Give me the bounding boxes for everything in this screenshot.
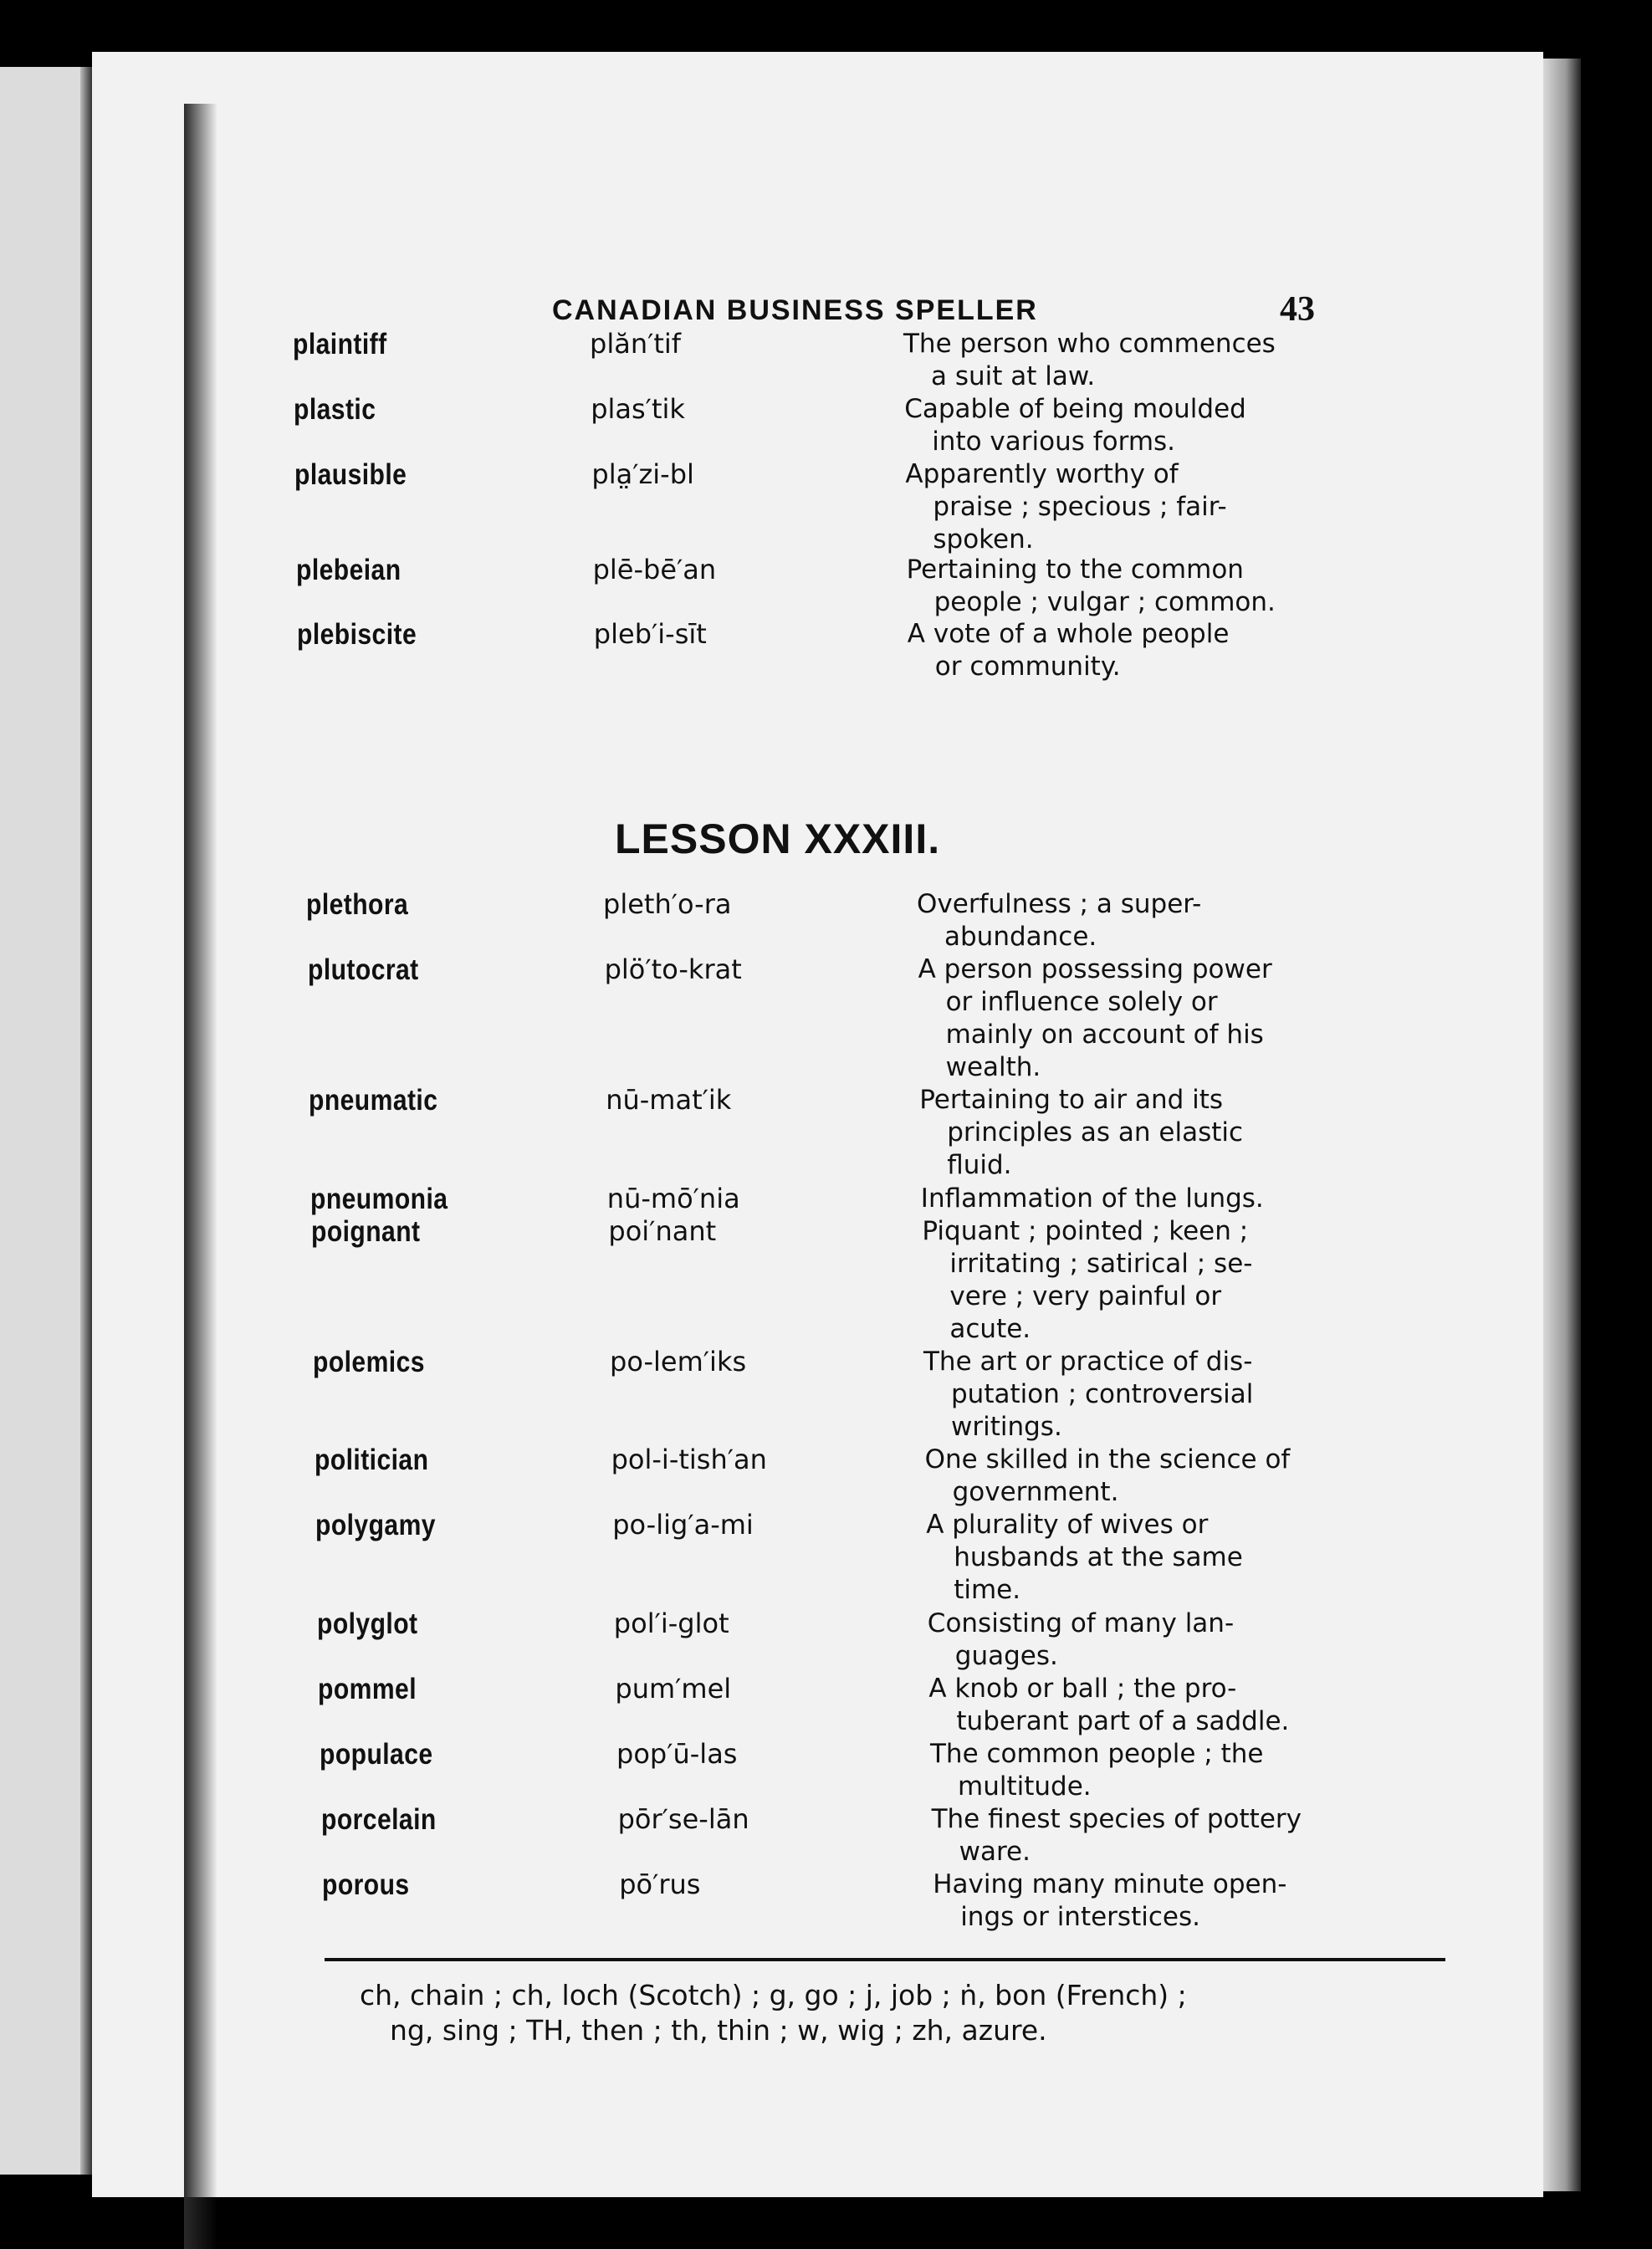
definition-line: principles as an elastic	[947, 1117, 1244, 1148]
definition-line: people ; vulgar ; common.	[933, 587, 1276, 617]
definition-line: Having many minute open-	[933, 1869, 1287, 1899]
page-number: 43	[1280, 290, 1315, 329]
definition-line: guages.	[954, 1641, 1058, 1671]
definition-line: or community.	[934, 652, 1121, 682]
definition-line: ware.	[959, 1837, 1031, 1867]
entry-definition	[904, 393, 1322, 458]
entry-pronunciation: plăn′tif	[590, 328, 682, 360]
entry-pronunciation: pōr′se-lān	[617, 1803, 749, 1835]
entry-pronunciation: poi′nant	[608, 1215, 717, 1247]
definition-line: Piquant ; pointed ; keen ;	[922, 1216, 1249, 1246]
entry-definition	[922, 1215, 1340, 1346]
spine-shadow	[184, 104, 217, 2249]
entry-word: plastic	[294, 393, 376, 426]
entry-pronunciation: pleb′i-sīt	[593, 618, 707, 650]
entry-definition	[907, 554, 1325, 619]
entry-word: plebeian	[295, 554, 401, 586]
entry-pronunciation: po-lig′a-mi	[612, 1509, 754, 1541]
definition-line: government.	[952, 1477, 1119, 1507]
entry-definition	[930, 1738, 1348, 1803]
pronunciation-key-line-2: ng, sing ; TH, then ; th, thin ; w, wig ; zh, azure.	[390, 2014, 1047, 2047]
definition-line: Inflammation of the lungs.	[920, 1183, 1264, 1214]
entry-pronunciation: plas′tik	[591, 393, 685, 425]
entry-pronunciation: pō′rus	[619, 1868, 701, 1900]
entry-word: pneumonia	[309, 1183, 448, 1215]
entry-word: plausible	[294, 458, 407, 491]
definition-line: A plurality of wives or	[926, 1510, 1209, 1540]
definition-line: writings.	[951, 1412, 1062, 1442]
entry-definition	[928, 1608, 1346, 1673]
entry-word: politician	[314, 1444, 429, 1476]
entry-pronunciation: nū-mat′ik	[606, 1084, 732, 1116]
entry-word: polemics	[313, 1346, 425, 1378]
entry-word: poignant	[311, 1215, 421, 1248]
definition-line: a suit at law.	[931, 361, 1096, 391]
entry-definition	[933, 1868, 1351, 1934]
definition-line: tuberant part of a saddle.	[956, 1706, 1290, 1736]
entry-definition	[925, 1444, 1343, 1509]
definition-line: time.	[954, 1575, 1021, 1605]
entry-definition	[928, 1673, 1347, 1738]
definition-line: The person who commences	[903, 329, 1276, 359]
entry-word: plutocrat	[307, 953, 419, 986]
definition-line: praise ; specious ; fair-	[933, 492, 1227, 522]
definition-line: Consisting of many lan-	[927, 1608, 1235, 1638]
entry-definition	[926, 1509, 1344, 1607]
entry-definition	[903, 328, 1322, 393]
definition-line: Pertaining to the common	[906, 555, 1244, 585]
entry-definition	[932, 1803, 1350, 1868]
page-stack-edge	[1543, 59, 1581, 2191]
book-page	[92, 52, 1543, 2197]
entry-word: porous	[322, 1868, 410, 1901]
entry-word: plethora	[306, 888, 409, 921]
definition-line: The common people ; the	[930, 1739, 1264, 1769]
definition-line: The art or practice of dis-	[923, 1347, 1253, 1377]
definition-line: vere ; very painful or	[949, 1281, 1222, 1311]
entry-word: plebiscite	[296, 618, 417, 651]
definition-line: putation ; controversial	[951, 1379, 1254, 1409]
page-fold	[80, 67, 92, 2175]
entry-word: polygamy	[315, 1509, 437, 1541]
definition-line: wealth.	[945, 1052, 1041, 1082]
definition-line: multitude.	[958, 1771, 1092, 1802]
entry-definition	[917, 888, 1335, 953]
entry-definition	[905, 458, 1323, 556]
entry-word: polyglot	[316, 1608, 418, 1640]
definition-line: spoken.	[933, 524, 1034, 555]
entry-word: pneumatic	[309, 1084, 438, 1117]
definition-line: The finest species of pottery	[931, 1804, 1302, 1834]
facing-page-edge	[0, 67, 92, 2175]
definition-line: irritating ; satirical ; se-	[949, 1249, 1253, 1279]
entry-definition	[923, 1346, 1342, 1444]
entry-pronunciation: plö′to-krat	[604, 953, 742, 985]
definition-line: A person possessing power	[918, 954, 1272, 984]
entry-pronunciation: pol′i-glot	[613, 1608, 729, 1639]
definition-line: A vote of a whole people	[907, 619, 1230, 649]
definition-line: into various forms.	[932, 427, 1176, 457]
definition-line: mainly on account of his	[945, 1020, 1264, 1050]
entry-word: populace	[320, 1738, 433, 1771]
definition-line: Capable of being moulded	[904, 394, 1246, 424]
footer-rule	[325, 1958, 1445, 1961]
definition-line: Pertaining to air and its	[919, 1085, 1224, 1115]
entry-pronunciation: pum′mel	[615, 1673, 732, 1705]
entry-word: porcelain	[320, 1803, 437, 1836]
entry-pronunciation: pleth′o-ra	[603, 888, 732, 920]
definition-line: acute.	[949, 1314, 1031, 1344]
definition-line: ings or interstices.	[960, 1902, 1200, 1932]
entry-word: pommel	[318, 1673, 417, 1705]
definition-line: husbands at the same	[954, 1542, 1243, 1572]
running-title: CANADIAN BUSINESS SPELLER	[552, 294, 1038, 326]
entry-definition	[908, 618, 1326, 683]
entry-pronunciation: nū-mō′nia	[606, 1183, 740, 1214]
definition-line: One skilled in the science of	[924, 1444, 1291, 1475]
entry-pronunciation: pop′ū-las	[616, 1738, 738, 1770]
entry-pronunciation: pla̤′zi-bl	[591, 458, 694, 490]
entry-pronunciation: po-lem′iks	[610, 1346, 747, 1378]
entry-pronunciation: plē-bē′an	[592, 554, 717, 585]
definition-line: A knob or ball ; the pro-	[928, 1674, 1237, 1704]
definition-line: Apparently worthy of	[905, 459, 1179, 489]
definition-line: or influence solely or	[945, 987, 1218, 1017]
pronunciation-key	[360, 1978, 1464, 2048]
pronunciation-key-line-1: ch, chain ; ch, loch (Scotch) ; g, go ; j, job ; ṅ, bon (French) ;	[360, 1979, 1187, 2011]
definition-line: abundance.	[944, 922, 1097, 952]
entry-pronunciation: pol-i-tish′an	[611, 1444, 767, 1475]
definition-line: fluid.	[947, 1150, 1012, 1180]
lesson-heading: LESSON XXXIII.	[615, 815, 941, 862]
definition-line: Overfulness ; a super-	[917, 889, 1202, 919]
entry-definition	[919, 1084, 1337, 1182]
entry-definition	[918, 953, 1337, 1084]
entry-word: plaintiff	[293, 328, 387, 360]
entry-definition	[921, 1183, 1339, 1215]
